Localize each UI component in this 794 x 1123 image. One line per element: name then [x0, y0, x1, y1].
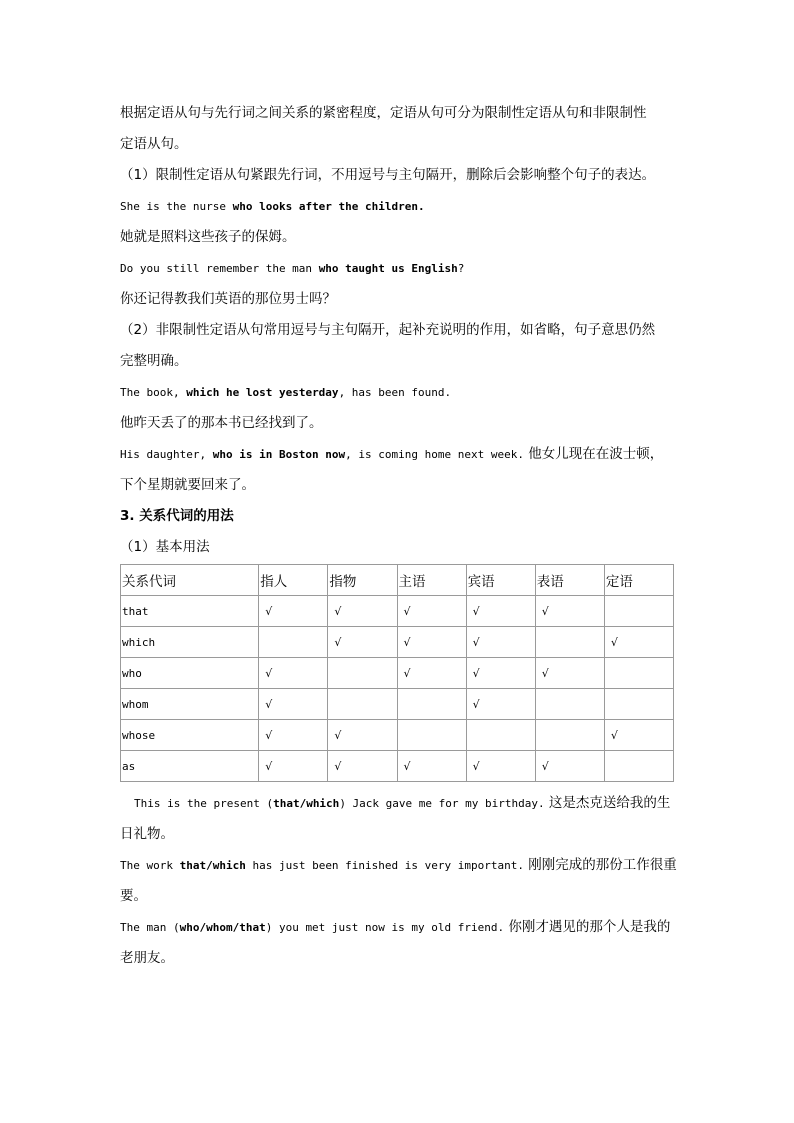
section-3-heading: 3. 关系代词的用法 — [120, 508, 234, 524]
usage-example-3 — [120, 912, 676, 943]
check-cell: √ — [535, 596, 604, 627]
example-clause: which he lost yesterday — [186, 386, 339, 399]
pronoun-cell: whom — [121, 689, 259, 720]
pronoun-cell: as — [121, 751, 259, 782]
nonrestrictive-label-line-1: （2）非限制性定语从句常用逗号与主句隔开，起补充说明的作用，如省略，句子意思仍然 — [120, 322, 656, 338]
pronoun-cell: which — [121, 627, 259, 658]
example-text: She is the nurse — [120, 200, 233, 213]
table-header-cell: 关系代词 — [121, 565, 259, 596]
table-row — [121, 751, 674, 782]
check-cell: √ — [328, 596, 397, 627]
check-cell — [328, 689, 397, 720]
check-cell — [604, 751, 673, 782]
example-text: , has been found. — [338, 386, 452, 399]
check-cell — [535, 720, 604, 751]
check-cell: √ — [397, 751, 466, 782]
example-translation: 刚刚完成的那份工作很重 — [524, 857, 677, 873]
example-text: The book, — [120, 386, 187, 399]
restrictive-example-1 — [120, 191, 676, 222]
check-cell: √ — [328, 751, 397, 782]
check-cell: √ — [535, 751, 604, 782]
check-cell — [604, 658, 673, 689]
check-cell: √ — [466, 751, 535, 782]
check-cell: √ — [397, 658, 466, 689]
check-cell — [535, 627, 604, 658]
example-translation: 你刚才遇见的那个人是我的 — [504, 919, 671, 935]
table-header-row — [121, 565, 674, 596]
example-clause: who taught us English — [318, 262, 458, 275]
check-cell: √ — [259, 689, 328, 720]
pronoun-cell: whose — [121, 720, 259, 751]
example-clause: that/which — [179, 859, 246, 872]
table-row — [121, 689, 674, 720]
check-cell: √ — [259, 751, 328, 782]
example-text: His daughter, — [120, 448, 213, 461]
check-cell — [259, 627, 328, 658]
example-text: The work — [120, 859, 180, 872]
check-cell: √ — [466, 627, 535, 658]
restrictive-label: （1）限制性定语从句紧跟先行词，不用逗号与主句隔开，删除后会影响整个句子的表达。 — [120, 167, 656, 183]
example-text: This is the present ( — [134, 797, 274, 810]
document-page — [120, 98, 676, 974]
table-row — [121, 658, 674, 689]
check-cell: √ — [466, 689, 535, 720]
check-cell: √ — [259, 596, 328, 627]
restrictive-example-1-translation: 她就是照料这些孩子的保姆。 — [120, 229, 296, 245]
example-text: ) Jack gave me for my birthday. — [339, 797, 545, 810]
table-header-cell: 表语 — [535, 565, 604, 596]
usage-example-3-cont: 老朋友。 — [120, 950, 174, 966]
example-clause: who/whom/that — [179, 921, 266, 934]
intro-line-2: 定语从句。 — [120, 136, 188, 152]
table-row — [121, 596, 674, 627]
example-translation: 这是杰克送给我的生 — [544, 795, 671, 811]
section-3-subheading: （1）基本用法 — [120, 539, 210, 555]
usage-example-2 — [120, 850, 676, 881]
table-header-cell: 宾语 — [466, 565, 535, 596]
example-clause: that/which — [273, 797, 340, 810]
check-cell: √ — [604, 627, 673, 658]
check-cell — [604, 689, 673, 720]
example-text: ) you met just now is my old friend. — [265, 921, 505, 934]
usage-example-1-cont: 日礼物。 — [120, 826, 174, 842]
check-cell: √ — [397, 596, 466, 627]
check-cell — [328, 658, 397, 689]
nonrestrictive-example-1 — [120, 377, 676, 408]
check-cell — [466, 720, 535, 751]
example-text: has just been finished is very important. — [245, 859, 524, 872]
check-cell — [397, 720, 466, 751]
intro-line-1: 根据定语从句与先行词之间关系的紧密程度，定语从句可分为限制性定语从句和非限制性 — [120, 105, 647, 121]
nonrestrictive-example-1-translation: 他昨天丢了的那本书已经找到了。 — [120, 415, 323, 431]
example-text: ? — [457, 262, 465, 275]
pronoun-cell: who — [121, 658, 259, 689]
table-header-cell: 主语 — [397, 565, 466, 596]
check-cell — [397, 689, 466, 720]
table-row — [121, 627, 674, 658]
check-cell — [604, 596, 673, 627]
check-cell: √ — [535, 658, 604, 689]
example-text: , is coming home next week. — [345, 448, 524, 461]
check-cell: √ — [259, 658, 328, 689]
check-cell — [535, 689, 604, 720]
nonrestrictive-example-2-translation-cont: 下个星期就要回来了。 — [120, 477, 255, 493]
example-translation: 他女儿现在在波士顿， — [523, 446, 664, 462]
restrictive-example-2-translation: 你还记得教我们英语的那位男士吗？ — [120, 291, 336, 307]
table-row — [121, 720, 674, 751]
nonrestrictive-example-2 — [120, 439, 676, 470]
table-header-cell: 定语 — [604, 565, 673, 596]
table-header-cell: 指人 — [259, 565, 328, 596]
nonrestrictive-label-line-2: 完整明确。 — [120, 353, 188, 369]
example-clause: who is in Boston now — [212, 448, 346, 461]
check-cell: √ — [259, 720, 328, 751]
table-header-cell: 指物 — [328, 565, 397, 596]
restrictive-example-2 — [120, 253, 676, 284]
example-clause: who looks after the children. — [232, 200, 425, 213]
check-cell: √ — [397, 627, 466, 658]
example-text: Do you still remember the man — [120, 262, 319, 275]
usage-example-2-cont: 要。 — [120, 888, 147, 904]
check-cell: √ — [328, 627, 397, 658]
check-cell: √ — [604, 720, 673, 751]
example-text: The man ( — [120, 921, 180, 934]
check-cell: √ — [466, 658, 535, 689]
relative-pronoun-table — [120, 564, 674, 782]
check-cell: √ — [328, 720, 397, 751]
check-cell: √ — [466, 596, 535, 627]
usage-example-1 — [120, 788, 676, 819]
pronoun-cell: that — [121, 596, 259, 627]
